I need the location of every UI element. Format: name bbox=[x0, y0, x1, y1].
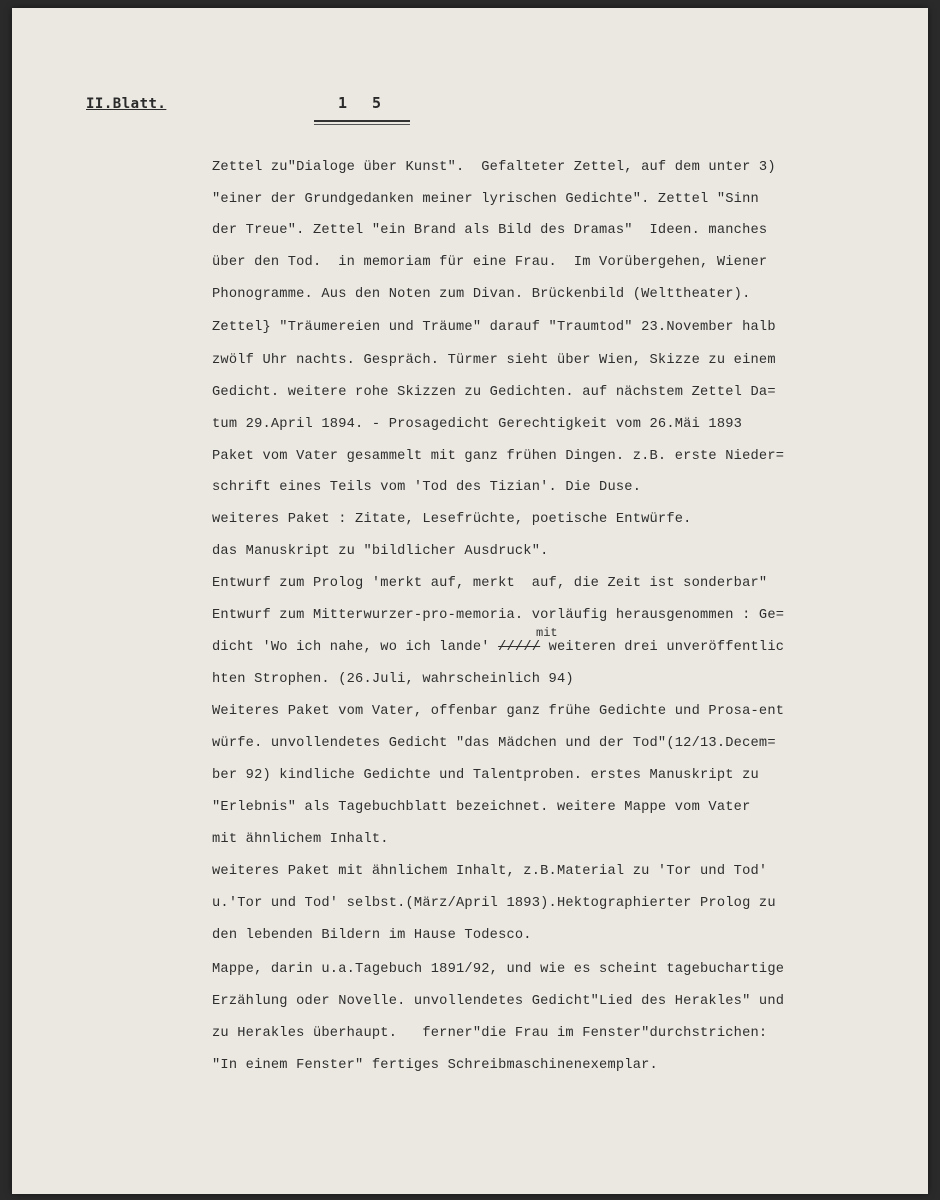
text-line: mit ähnlichem Inhalt. bbox=[212, 832, 389, 847]
text-line: "Erlebnis" als Tagebuchblatt bezeichnet. weitere Mappe vom Vater bbox=[212, 800, 751, 815]
text-line: Gedicht. weitere rohe Skizzen zu Gedichten. auf nächstem Zettel Da= bbox=[212, 385, 776, 400]
page-number-underline bbox=[314, 120, 410, 122]
text-line: weiteres Paket mit ähnlichem Inhalt, z.B.Material zu 'Tor und Tod' bbox=[212, 864, 768, 879]
text-line: zu Herakles überhaupt. ferner"die Frau im Fenster"durchstrichen: bbox=[212, 1026, 768, 1041]
text-line: Phonogramme. Aus den Noten zum Divan. Brückenbild (Welttheater). bbox=[212, 287, 751, 302]
text-line: Erzählung oder Novelle. unvollendetes Gedicht"Lied des Herakles" und bbox=[212, 994, 785, 1009]
text-line: ber 92) kindliche Gedichte und Talentproben. erstes Manuskript zu bbox=[212, 768, 759, 783]
sheet-label: II.Blatt. bbox=[86, 96, 167, 112]
text-line: den lebenden Bildern im Hause Todesco. bbox=[212, 928, 532, 943]
text-line: tum 29.April 1894. - Prosagedicht Gerechtigkeit vom 26.Mäi 1893 bbox=[212, 417, 743, 432]
document-page bbox=[12, 8, 928, 1194]
struck-out-word: ///// bbox=[498, 640, 541, 655]
text-line-end: weiteren drei unveröffentlic bbox=[540, 640, 785, 655]
text-line: würfe. unvollendetes Gedicht "das Mädchen und der Tod"(12/13.Decem= bbox=[212, 736, 776, 751]
text-line: das Manuskript zu "bildlicher Ausdruck". bbox=[212, 544, 549, 559]
text-line: der Treue". Zettel "ein Brand als Bild des Dramas" Ideen. manches bbox=[212, 223, 768, 238]
text-line: über den Tod. in memoriam für eine Frau. Im Vorübergehen, Wiener bbox=[212, 255, 768, 270]
text-line-start: dicht 'Wo ich nahe, wo ich lande' bbox=[212, 640, 499, 655]
page-number-underline-second bbox=[314, 124, 410, 125]
text-line: Paket vom Vater gesammelt mit ganz frühen Dingen. z.B. erste Nieder= bbox=[212, 449, 785, 464]
page-number: 1 5 bbox=[338, 94, 390, 112]
text-line: Zettel} "Träumereien und Träume" darauf "Traumtod" 23.November halb bbox=[212, 320, 776, 335]
text-line: weiteres Paket : Zitate, Lesefrüchte, poetische Entwürfe. bbox=[212, 512, 692, 527]
text-line: "In einem Fenster" fertiges Schreibmaschinenexemplar. bbox=[212, 1058, 658, 1073]
text-line: Zettel zu"Dialoge über Kunst". Gefalteter Zettel, auf dem unter 3) bbox=[212, 160, 776, 175]
text-line: Entwurf zum Prolog 'merkt auf, merkt auf, die Zeit ist sonderbar" bbox=[212, 576, 768, 591]
handwritten-insertion: mit bbox=[536, 626, 558, 640]
text-line: "einer der Grundgedanken meiner lyrischen Gedichte". Zettel "Sinn bbox=[212, 192, 759, 207]
text-line-with-correction bbox=[212, 640, 784, 655]
text-line: schrift eines Teils vom 'Tod des Tizian'. Die Duse. bbox=[212, 480, 642, 495]
text-line: Entwurf zum Mitterwurzer-pro-memoria. vorläufig herausgenommen : Ge= bbox=[212, 608, 785, 623]
text-line: zwölf Uhr nachts. Gespräch. Türmer sieht über Wien, Skizze zu einem bbox=[212, 353, 776, 368]
text-line: Mappe, darin u.a.Tagebuch 1891/92, und wie es scheint tagebuchartige bbox=[212, 962, 785, 977]
text-line: hten Strophen. (26.Juli, wahrscheinlich 94) bbox=[212, 672, 574, 687]
text-line: Weiteres Paket vom Vater, offenbar ganz frühe Gedichte und Prosa-ent bbox=[212, 704, 785, 719]
text-line: u.'Tor und Tod' selbst.(März/April 1893).Hektographierter Prolog zu bbox=[212, 896, 776, 911]
